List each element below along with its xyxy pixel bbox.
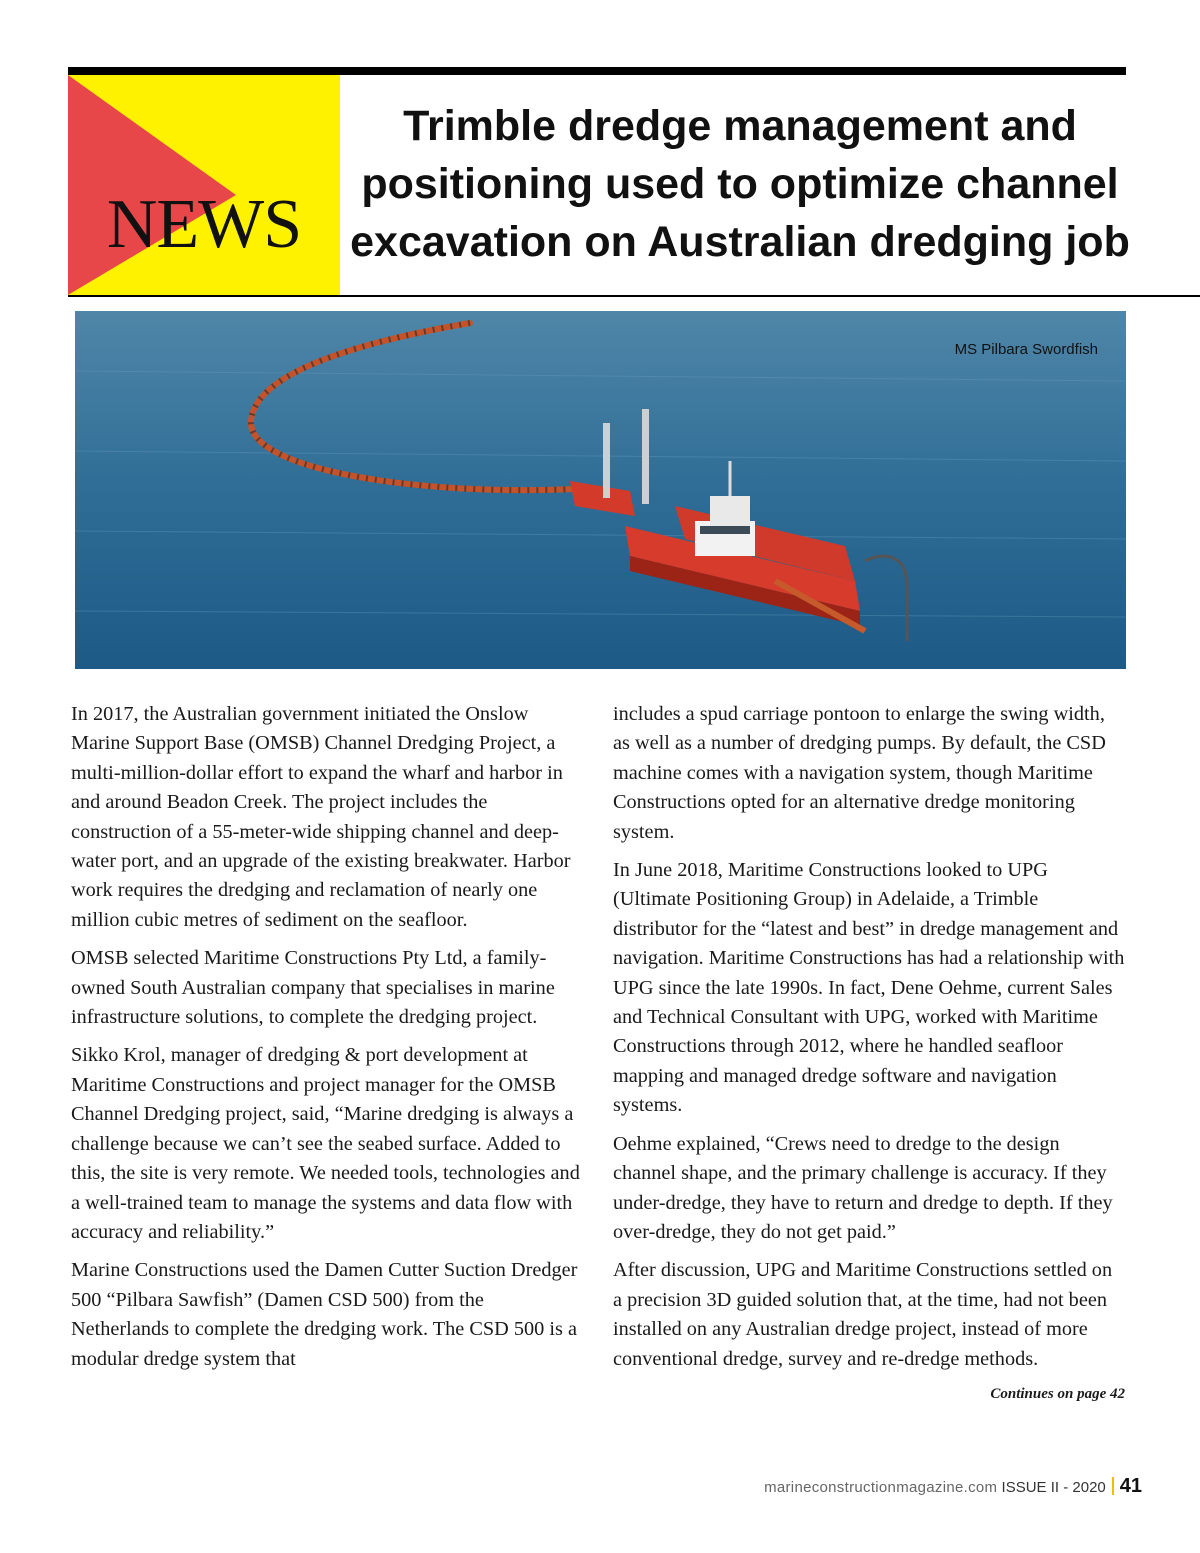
article-right-column [613, 700, 1125, 1409]
continues-link[interactable]: Continues on page 42 [990, 1385, 1125, 1402]
news-badge [68, 75, 340, 295]
article-left-column [71, 700, 583, 1383]
article-paragraph: In June 2018, Maritime Constructions looked to UPG (Ultimate Positioning Group) in Adelaide, a Trimble distributor for the “latest and best” in dredge management and navigation. Maritime Constructions has had a relationship with UPG since the late 1990s. In fact, Dene Oehme, current Sales and Technical Consultant with UPG, worked with Maritime Constructions through 2012, where he handled seafloor mapping and managed dredge software and navigation systems. [613, 859, 1125, 1117]
article-paragraph: includes a spud carriage pontoon to enlarge the swing width, as well as a number of dredging pumps. By default, the CSD machine comes with a navigation system, though Maritime Constructions opted for an alternative dredge monitoring system. [613, 703, 1106, 843]
article-paragraph: OMSB selected Maritime Constructions Pty Ltd, a family-owned South Australian company that specialises in marine infrastructure solutions, to complete the dredging project. [71, 947, 555, 1029]
article-paragraph-text: After discussion, UPG and Maritime Constructions settled on a precision 3D guided solution that, at the time, had not been installed on any Australian dredge project, instead of more conventional dredge, survey and re-dredge methods. [613, 1259, 1113, 1370]
footer-separator [1112, 1477, 1114, 1495]
footer-issue: ISSUE II - 2020 [1001, 1479, 1106, 1496]
photo-caption: MS Pilbara Swordfish [954, 341, 1098, 358]
article-paragraph [613, 1256, 1125, 1402]
headline: Trimble dredge management and positioning used to optimize channel excavation on Australian dredging job [350, 102, 1130, 266]
page-footer [764, 1475, 1142, 1498]
badge-word: NEWS [106, 186, 302, 263]
page-number: 41 [1119, 1475, 1142, 1497]
dredger-photo [75, 311, 1126, 669]
headline-rule [68, 295, 1200, 297]
article-paragraph: Sikko Krol, manager of dredging & port development at Maritime Constructions and project manager for the OMSB Channel Dredging project, said, “Marine dredging is always a challenge because we can’t see the seabed surface. Added to this, the site is very remote. We needed tools, technologies and a well-trained team to manage the systems and data flow with accuracy and reliability.” [71, 1044, 580, 1243]
footer-url[interactable]: marineconstructionmagazine.com [764, 1479, 998, 1496]
article-paragraph: Oehme explained, “Crews need to dredge to the design channel shape, and the primary challenge is accuracy. If they under-dredge, they have to return and dredge to depth. If they over-dredge, they do not get paid.” [613, 1132, 1113, 1243]
dredger-illustration [75, 311, 1126, 669]
article-paragraph: Marine Constructions used the Damen Cutter Suction Dredger 500 “Pilbara Sawfish” (Damen CSD 500) from the Netherlands to complete the dredging work. The CSD 500 is a modular dredge system that [71, 1259, 578, 1370]
top-rule [68, 67, 1126, 75]
article-paragraph: In 2017, the Australian government initiated the Onslow Marine Support Base (OMSB) Channel Dredging Project, a multi-million-dollar effort to expand the wharf and harbor in and around Beadon Creek. The project includes the construction of a 55-meter-wide shipping channel and deep-water port, and an upgrade of the existing breakwater. Harbor work requires the dredging and reclamation of nearly one million cubic metres of sediment on the seafloor. [71, 703, 571, 931]
